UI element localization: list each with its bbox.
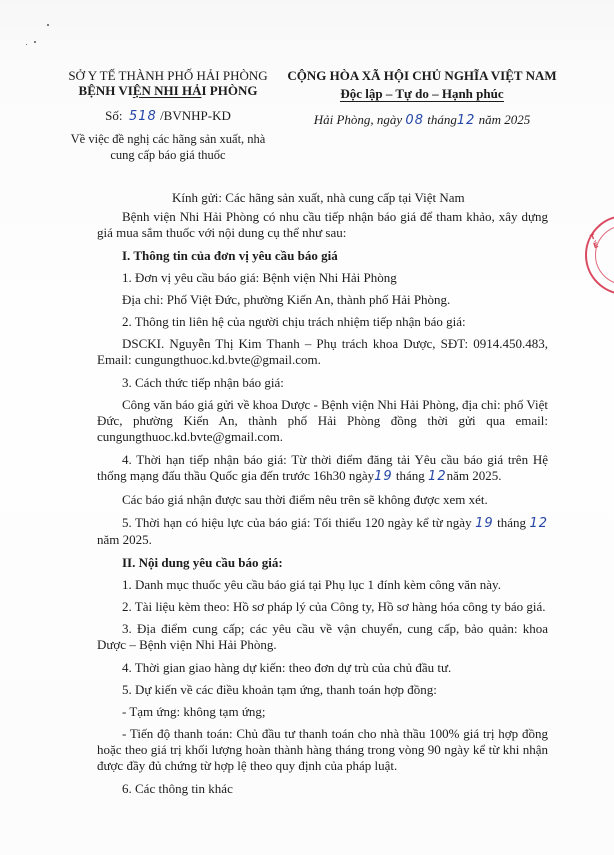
recipient-line: Kính gửi: Các hãng sản xuất, nhà cung cấp tại Việt Nam xyxy=(172,190,465,205)
intro-paragraph: Bệnh viện Nhi Hải Phòng có nhu cầu tiếp nhận báo giá để tham khảo, xây dựng giá mua sắm thuốc với nội dung cụ thể như sau: xyxy=(97,209,548,240)
handwritten-month: 12 xyxy=(428,469,447,484)
section2-item3: 3. Địa điểm cung cấp; các yêu cầu về vận chuyển, cung cấp, bảo quản: khoa Dược – Bệnh viện Nhi Hải Phòng. xyxy=(97,621,548,652)
stamp-letter: Ế xyxy=(592,241,600,251)
date-prefix: Hải Phòng, ngày xyxy=(313,112,403,127)
section1-contact: DSCKI. Nguyễn Thị Kim Thanh – Phụ trách khoa Dược, SĐT: 0914.450.483, Email: cungungthuoc.kd.bvte@gmail.com. xyxy=(97,336,548,367)
stamp-letter: T xyxy=(589,232,597,242)
motto-text: Độc lập – Tự do – Hạnh phúc xyxy=(340,86,504,101)
handwritten-day: 08 xyxy=(405,113,424,128)
subject-line: cung cấp báo giá thuốc xyxy=(110,148,226,162)
national-header xyxy=(286,68,558,129)
deadline-text: 4. Thời hạn tiếp nhận báo giá: Từ thời điểm đăng tải Yêu cầu báo giá trên Hệ thống mạng đấu thầu Quốc gia đến trước 16h30 ngày xyxy=(97,452,548,483)
official-stamp xyxy=(585,215,614,295)
section1-method: Công văn báo giá gửi về khoa Dược - Bệnh viện Nhi Hải Phòng, địa chỉ: phố Việt Đức, phường Kiến An, thành phố Hải Phòng đồng thời gửi qua email: cungungthuoc.kd.bvte@gmail.com. xyxy=(97,397,548,444)
validity-text: 5. Thời hạn có hiệu lực của báo giá: Tối thiểu 120 ngày kể từ ngày xyxy=(122,515,476,530)
section2-item4: 4. Thời gian giao hàng dự kiến: theo đơn dự trù của chủ đầu tư. xyxy=(122,660,452,675)
document-number xyxy=(40,108,296,125)
hospital-name xyxy=(40,83,296,99)
department-name: SỞ Y TẾ THÀNH PHỐ HẢI PHÒNG xyxy=(68,68,268,83)
month-label: tháng xyxy=(427,112,457,127)
section2-item1: 1. Danh mục thuốc yêu cầu báo giá tại Phụ lục 1 đính kèm công văn này. xyxy=(122,577,501,592)
section2-item2: 2. Tài liệu kèm theo: Hồ sơ pháp lý của Công ty, Hồ sơ hàng hóa công ty báo giá. xyxy=(122,599,546,614)
scan-speck xyxy=(26,44,27,45)
handwritten-day: 19 xyxy=(475,516,494,531)
section2-advance: - Tạm ứng: không tạm ứng; xyxy=(122,704,266,719)
section1-item2: 2. Thông tin liên hệ của người chịu trách nhiệm tiếp nhận báo giá: xyxy=(122,314,466,329)
section2-item5: 5. Dự kiến về các điều khoản tạm ứng, thanh toán hợp đồng: xyxy=(122,682,437,697)
section2-item6: 6. Các thông tin khác xyxy=(122,781,233,796)
section1-address: Địa chỉ: Phố Việt Đức, phường Kiến An, thành phố Hải Phòng. xyxy=(122,292,451,307)
month-label: tháng xyxy=(493,515,530,530)
handwritten-number: 518 xyxy=(128,109,157,124)
section-title-2: II. Nội dung yêu cầu báo giá: xyxy=(122,555,283,570)
handwritten-day: 19 xyxy=(374,469,393,484)
handwritten-month: 12 xyxy=(456,113,476,128)
section1-item3: 3. Cách thức tiếp nhận báo giá: xyxy=(122,375,284,390)
document-body xyxy=(97,190,548,804)
year-label: năm 2025 xyxy=(478,112,531,127)
month-label: tháng xyxy=(392,468,429,483)
number-suffix: /BVNHP-KD xyxy=(160,108,231,123)
country-name: CỘNG HÒA XÃ HỘI CHỦ NGHĨA VIỆT NAM xyxy=(287,68,557,83)
section2-payment: - Tiến độ thanh toán: Chủ đầu tư thanh toán cho nhà thầu 100% giá trị hợp đồng hoặc theo giá trị khối lượng hoàn thành hàng tháng trong vòng 90 ngày kể từ khi nhận được đầy đủ chứng từ hợp lệ theo quy định của pháp luật. xyxy=(97,726,548,773)
section1-item4 xyxy=(97,452,548,485)
section1-item5 xyxy=(97,515,548,548)
scan-speck xyxy=(47,24,49,26)
hospital-name-part: I PHÒNG xyxy=(201,83,258,98)
year-text: năm 2025. xyxy=(446,468,502,483)
issuer-header xyxy=(40,68,296,163)
hospital-name-underlined: ỆN NHI HẢ xyxy=(132,83,202,98)
hospital-name-part: BỆNH VI xyxy=(78,83,133,98)
section-title-1: I. Thông tin của đơn vị yêu cầu báo giá xyxy=(122,248,338,263)
scan-speck xyxy=(34,41,36,43)
section1-item1: 1. Đơn vị yêu cầu báo giá: Bệnh viện Nhi Hải Phòng xyxy=(122,270,397,285)
number-label: Số: xyxy=(105,108,123,123)
handwritten-month: 12 xyxy=(529,516,548,531)
document-date xyxy=(286,112,558,129)
national-motto xyxy=(286,85,558,103)
year-text: năm 2025. xyxy=(97,532,152,547)
subject-line: Về việc đề nghị các hãng sản xuất, nhà xyxy=(70,132,266,146)
section1-late-note: Các báo giá nhận được sau thời điểm nêu trên sẽ không được xem xét. xyxy=(122,492,488,507)
